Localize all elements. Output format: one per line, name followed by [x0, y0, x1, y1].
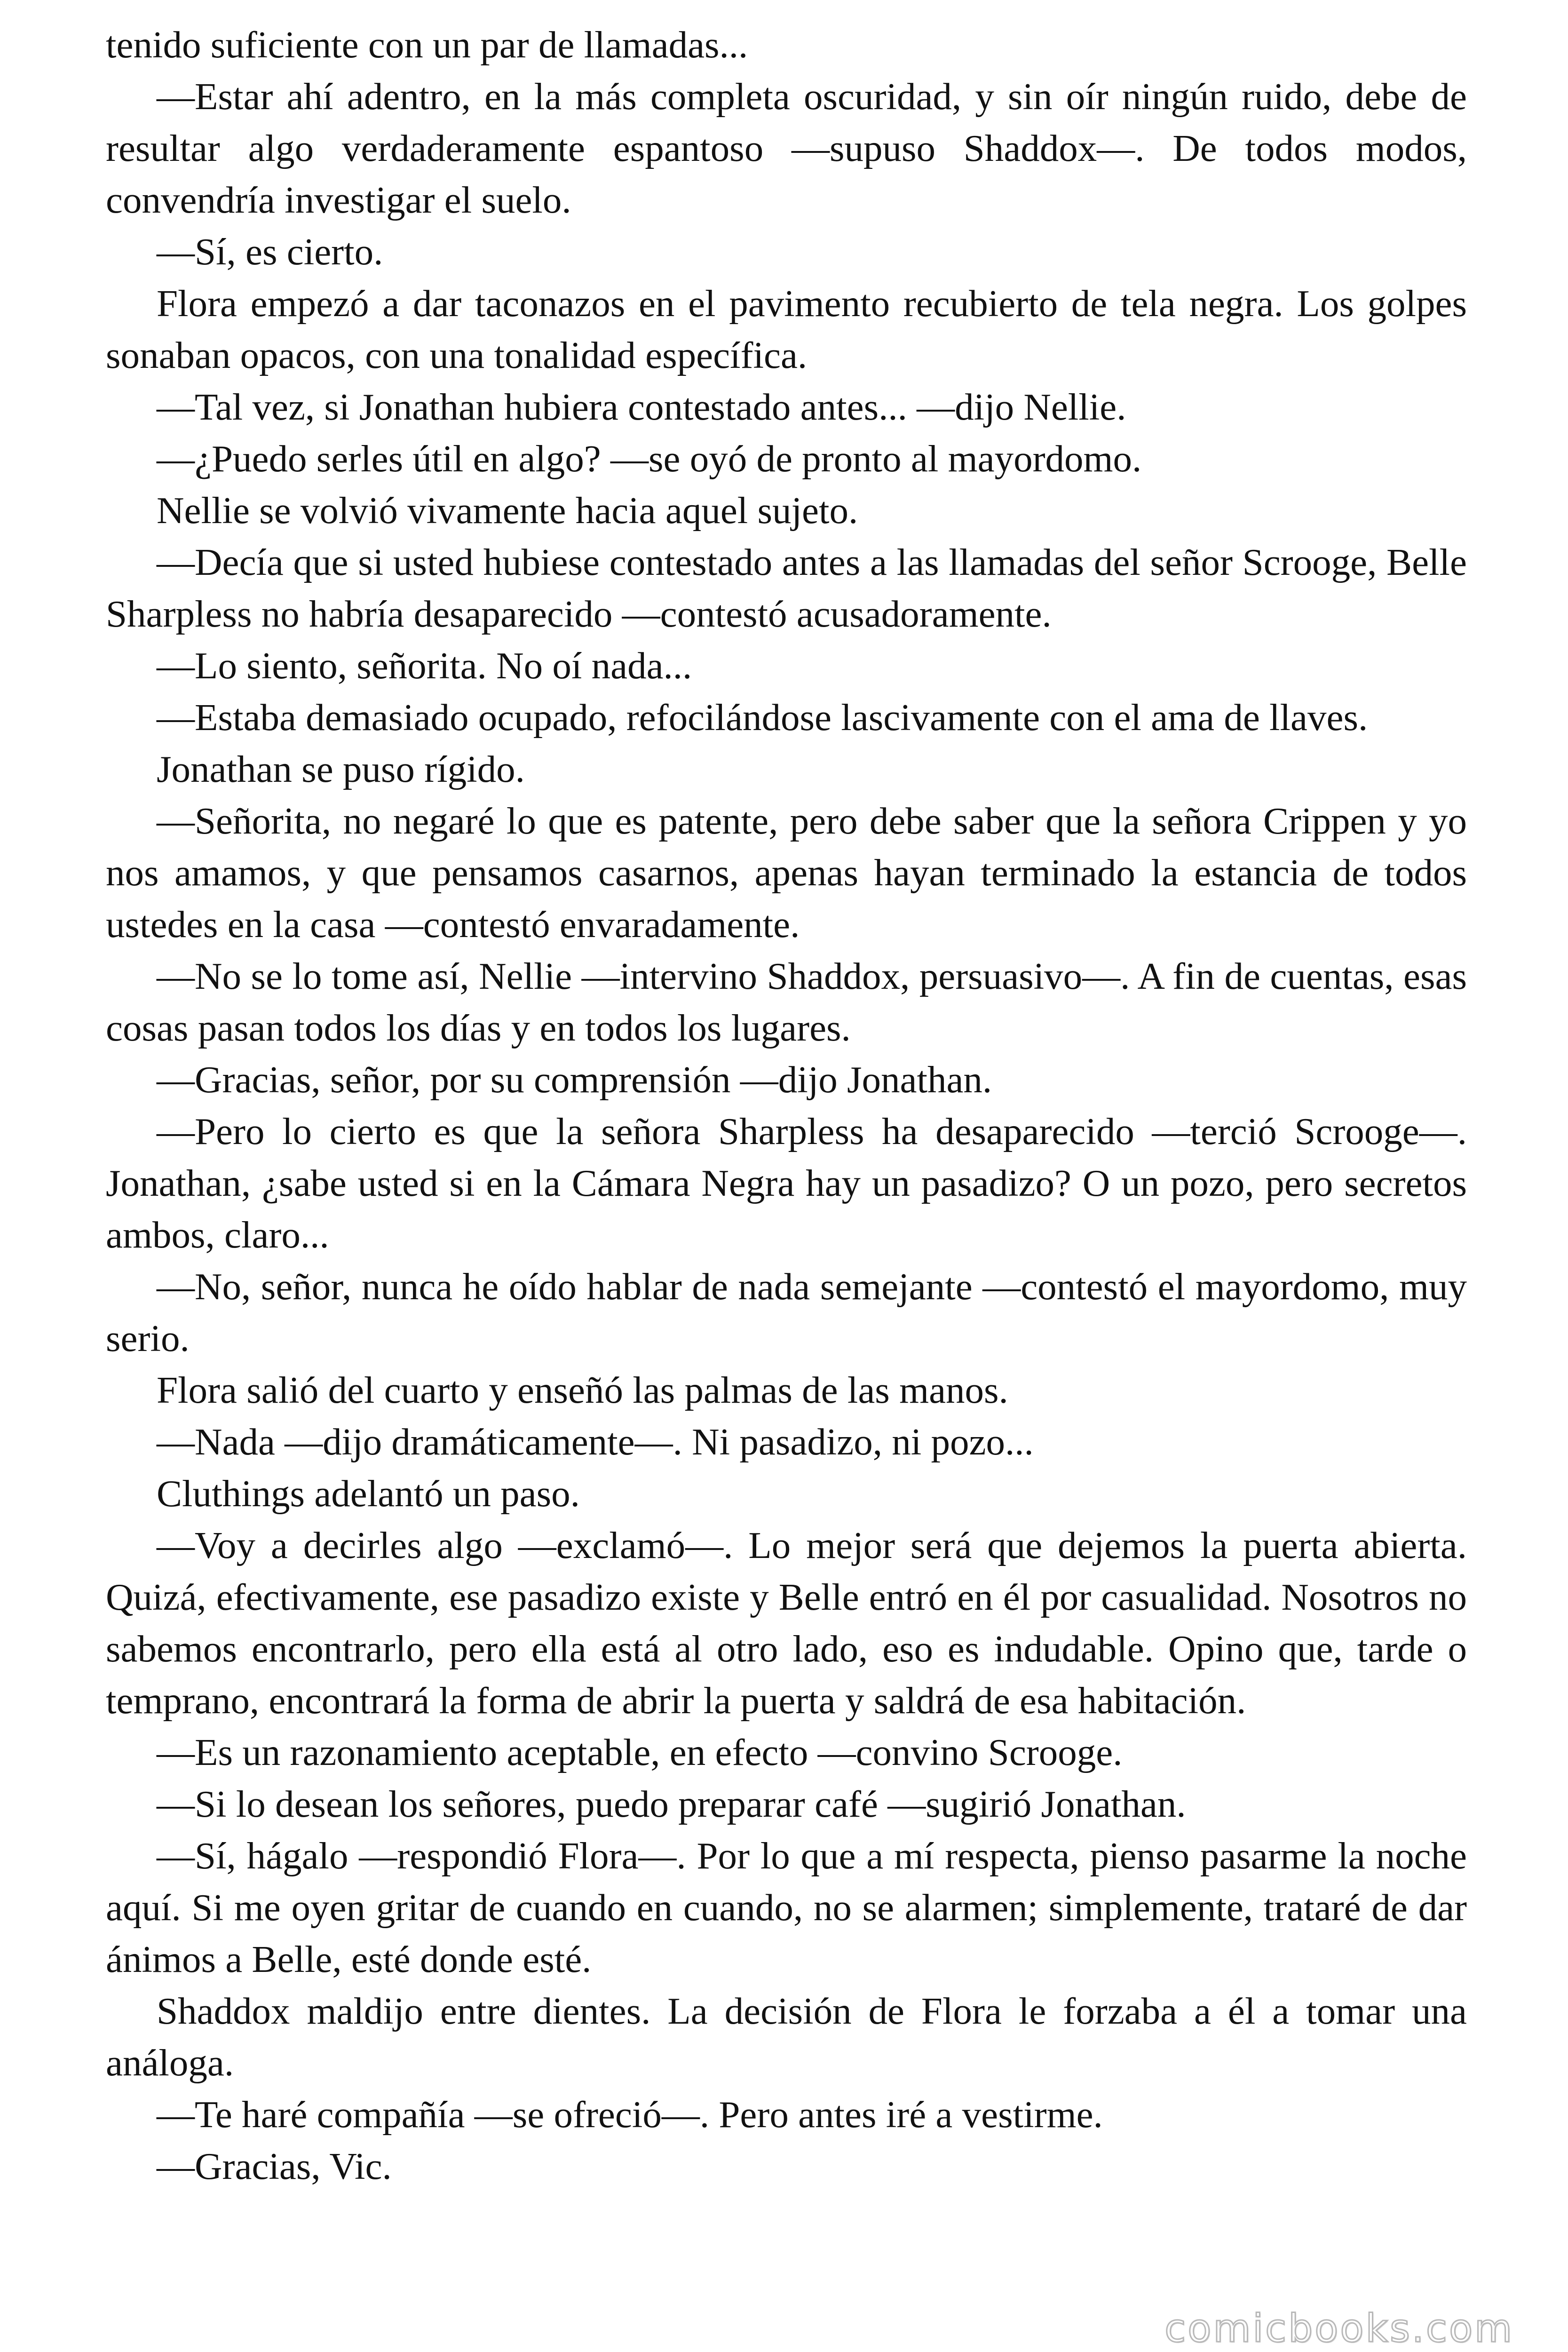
paragraph: —Lo siento, señorita. No oí nada...: [157, 644, 692, 687]
paragraph: Shaddox maldijo entre dientes. La decisión de Flora le forzaba a él a tomar una análoga.: [106, 1990, 1467, 2084]
watermark: comicbooks.com: [1164, 2306, 1514, 2351]
paragraph: —Voy a decirles algo —exclamó—. Lo mejor será que dejemos la puerta abierta. Quizá, efectivamente, ese pasadizo existe y Belle entró en él por casualidad. Nosotros no sabemos encontrarlo, pero ella está al otro lado, eso es indudable. Opino que, tarde o temprano, encontrará la forma de abrir la puerta y saldrá de esa habitación.: [106, 1524, 1467, 1722]
paragraph: —¿Puedo serles útil en algo? —se oyó de pronto al mayordomo.: [157, 437, 1142, 480]
paragraph: —Si lo desean los señores, puedo preparar café —sugirió Jonathan.: [157, 1783, 1186, 1825]
paragraph: tenido suficiente con un par de llamadas...: [106, 24, 748, 66]
paragraph: Flora empezó a dar taconazos en el pavimento recubierto de tela negra. Los golpes sonaban opacos, con una tonalidad específica.: [106, 282, 1467, 376]
paragraph: Flora salió del cuarto y enseñó las palmas de las manos.: [157, 1369, 1008, 1411]
paragraph: —Sí, es cierto.: [157, 230, 383, 273]
book-page-text: [106, 19, 1467, 2192]
paragraph: —Gracias, señor, por su comprensión —dijo Jonathan.: [157, 1058, 992, 1101]
paragraph: —No, señor, nunca he oído hablar de nada semejante —contestó el mayordomo, muy serio.: [106, 1265, 1467, 1359]
paragraph: Nellie se volvió vivamente hacia aquel sujeto.: [157, 489, 858, 532]
paragraph: —Gracias, Vic.: [157, 2145, 392, 2187]
paragraph: —Estar ahí adentro, en la más completa oscuridad, y sin oír ningún ruido, debe de resultar algo verdaderamente espantoso —supuso Shaddox—. De todos modos, convendría investigar el suelo.: [106, 75, 1467, 221]
paragraph: —Decía que si usted hubiese contestado antes a las llamadas del señor Scrooge, Belle Sharpless no habría desaparecido —contestó acusadoramente.: [106, 541, 1467, 635]
paragraph: —Pero lo cierto es que la señora Sharpless ha desaparecido —terció Scrooge—. Jonathan, ¿sabe usted si en la Cámara Negra hay un pasadizo? O un pozo, pero secretos ambos, claro...: [106, 1110, 1467, 1256]
paragraph: —Nada —dijo dramáticamente—. Ni pasadizo, ni pozo...: [157, 1421, 1034, 1463]
paragraph: Cluthings adelantó un paso.: [157, 1472, 580, 1515]
paragraph: —Señorita, no negaré lo que es patente, pero debe saber que la señora Crippen y yo nos amamos, y que pensamos casarnos, apenas hayan terminado la estancia de todos ustedes en la casa —contestó envaradamente.: [106, 800, 1467, 946]
paragraph: —Estaba demasiado ocupado, refocilándose lascivamente con el ama de llaves.: [157, 696, 1368, 739]
paragraph: —No se lo tome así, Nellie —intervino Shaddox, persuasivo—. A fin de cuentas, esas cosas pasan todos los días y en todos los lugares.: [106, 955, 1467, 1049]
paragraph: —Es un razonamiento aceptable, en efecto —convino Scrooge.: [157, 1731, 1123, 1773]
paragraph: —Tal vez, si Jonathan hubiera contestado antes... —dijo Nellie.: [157, 386, 1126, 428]
paragraph: Jonathan se puso rígido.: [157, 748, 525, 790]
paragraph: —Sí, hágalo —respondió Flora—. Por lo que a mí respecta, pienso pasarme la noche aquí. Si me oyen gritar de cuando en cuando, no se alarmen; simplemente, trataré de dar ánimos a Belle, esté donde esté.: [106, 1835, 1467, 1980]
paragraph: —Te haré compañía —se ofreció—. Pero antes iré a vestirme.: [157, 2093, 1103, 2136]
